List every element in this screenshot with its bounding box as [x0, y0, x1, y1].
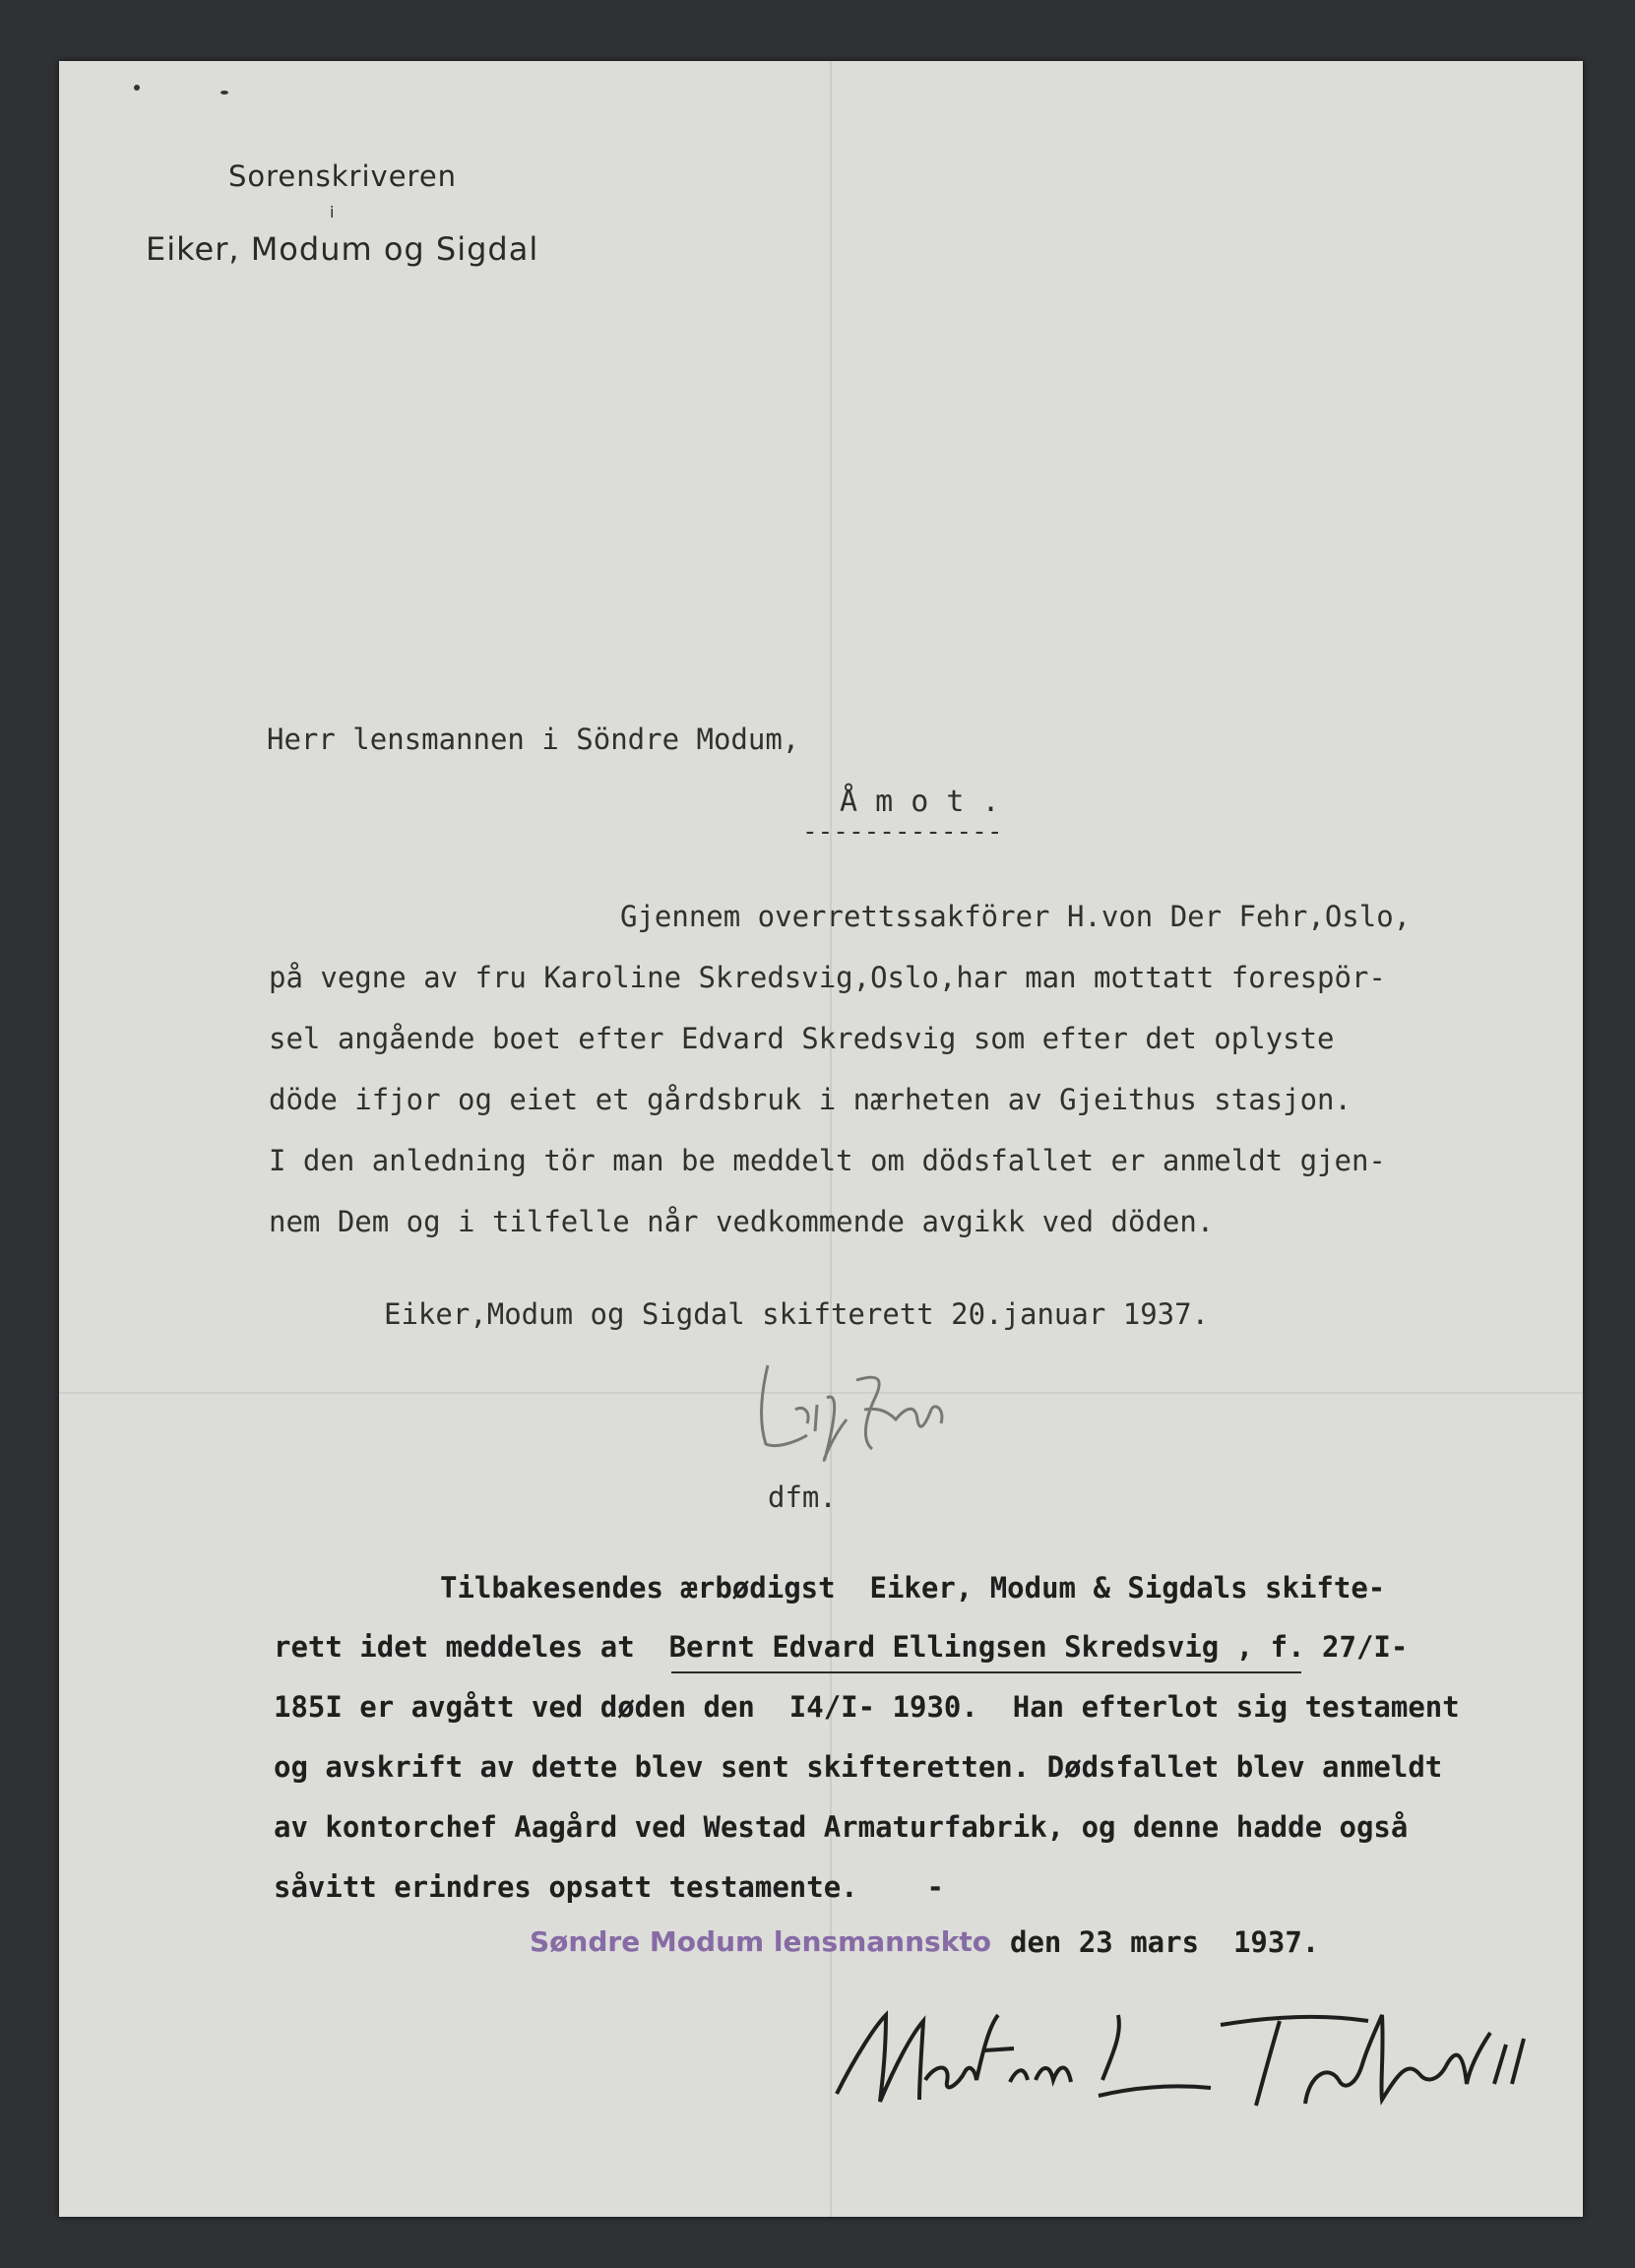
addressee-line: Herr lensmannen i Söndre Modum, [267, 723, 800, 756]
letter2-body-line-3: 185I er avgått ved døden den I4/I- 1930. Han efterlot sig testament [274, 1690, 1460, 1724]
letter1-body-line-3: sel angående boet efter Edvard Skredsvig som efter det oplyste [269, 1022, 1335, 1055]
office-stamp: Søndre Modum lensmannskto [530, 1925, 991, 1958]
letter2-body-line-2: rett idet meddeles at Bernt Edvard Ellingsen Skredsvig , f. 27/I- [274, 1630, 1409, 1664]
letter2-body-line-6: såvitt erindres opsatt testamente. - [274, 1870, 944, 1904]
letterhead-title: Sorenskriveren [228, 159, 458, 193]
letter1-body-line-5: I den anledning tör man be meddelt om dödsfallet er anmeldt gjen- [269, 1144, 1386, 1177]
signature-2 [817, 1985, 1545, 2123]
letter2-body-line-1: Tilbakesendes ærbødigst Eiker, Modum & Sigdals skifte- [440, 1571, 1386, 1605]
place-rule: ------------- [802, 817, 1003, 847]
name-underline [671, 1671, 1301, 1673]
letter2-date: den 23 mars 1937. [1010, 1925, 1320, 1959]
punch-mark [220, 91, 228, 94]
letterhead-district: Eiker, Modum og Sigdal [146, 230, 539, 268]
letter2-body-line-5: av kontorchef Aagård ved Westad Armaturfabrik, og denne hadde også [274, 1810, 1409, 1844]
letter1-body-line-6: nem Dem og i tilfelle når vedkommende avgikk ved döden. [269, 1205, 1215, 1238]
place-name: Å m o t . [840, 785, 1000, 819]
signer-title: dfm. [768, 1480, 837, 1514]
punch-mark [134, 85, 140, 91]
letter1-body-line-4: döde ifjor og eiet et gårdsbruk i nærheten av Gjeithus stasjon. [269, 1083, 1352, 1116]
letter1-date-line: Eiker,Modum og Sigdal skifterett 20.januar 1937. [384, 1297, 1210, 1331]
letter-paper [59, 61, 1583, 2217]
letter1-body-line-1: Gjennem overrettssakförer H.von Der Fehr,Oslo, [620, 900, 1412, 933]
letterhead-connector: i [330, 203, 336, 221]
signature-1 [738, 1351, 965, 1469]
letter2-body-line-4: og avskrift av dette blev sent skifteretten. Dødsfallet blev anmeldt [274, 1750, 1443, 1784]
letter1-body-line-2: på vegne av fru Karoline Skredsvig,Oslo,har man mottatt forespör- [269, 961, 1386, 994]
